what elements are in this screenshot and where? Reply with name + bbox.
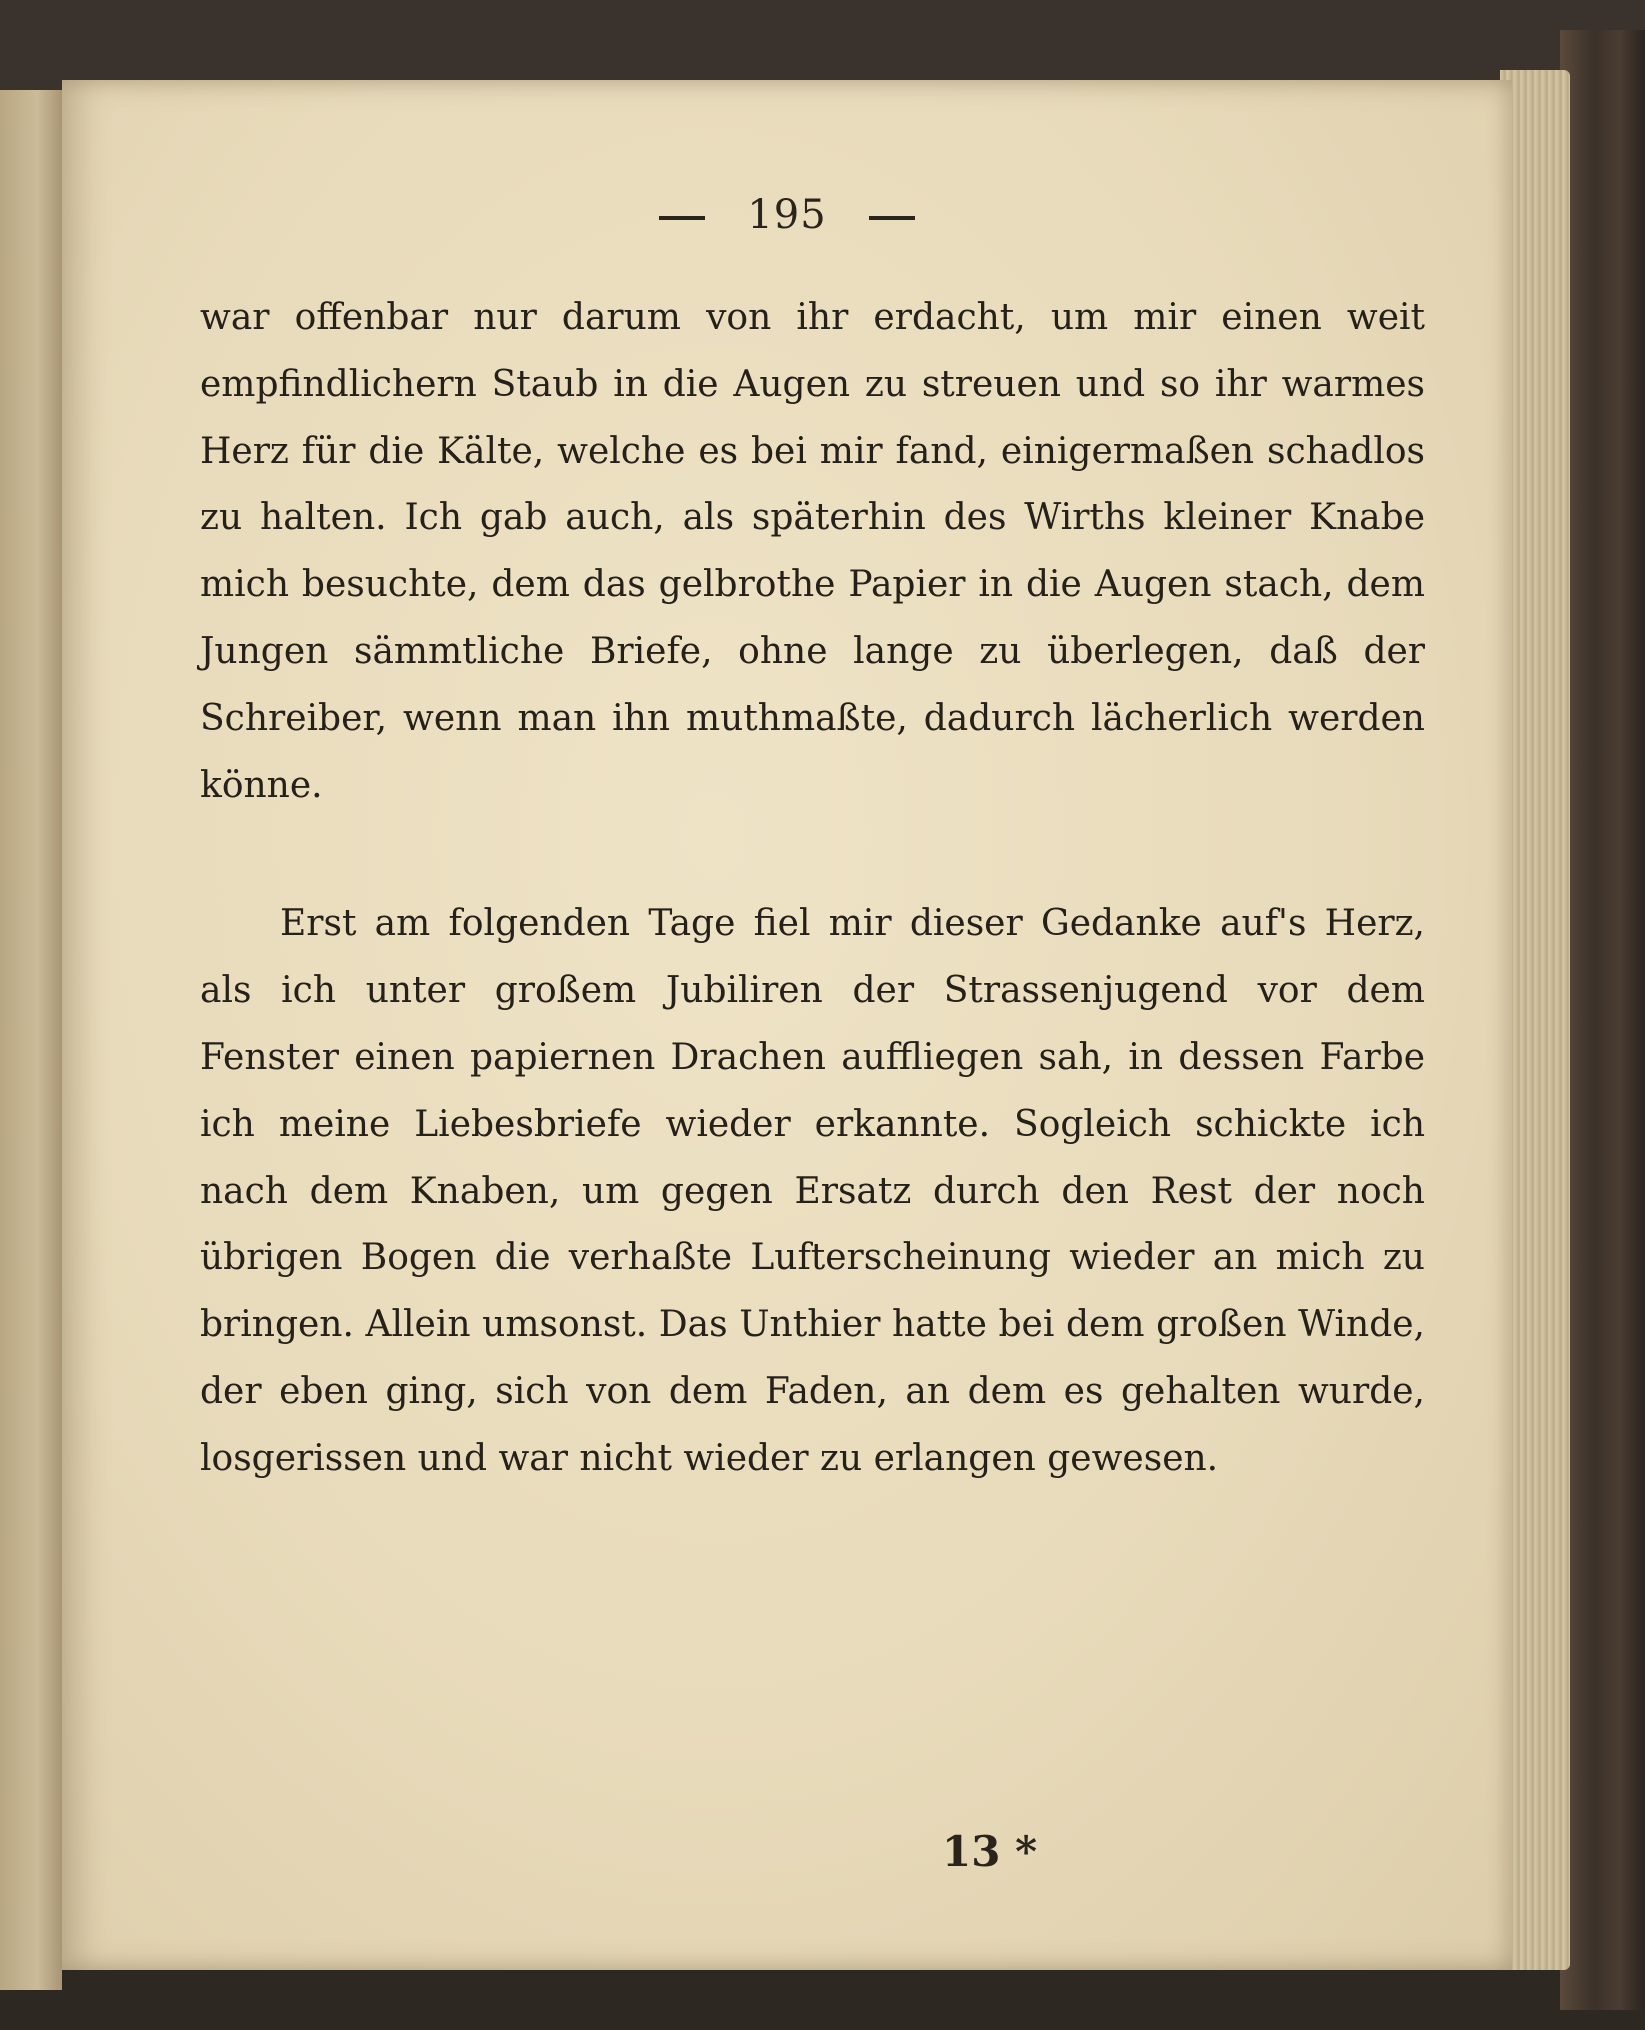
body-text bbox=[200, 285, 1425, 1493]
header-dash-right bbox=[869, 216, 915, 220]
page-number: 195 bbox=[747, 192, 827, 238]
signature-mark: 13 * bbox=[942, 1827, 1038, 1876]
header-dash-left bbox=[659, 216, 705, 220]
facing-page-edge bbox=[0, 90, 62, 1990]
paragraph-2: Erst am folgenden Tage fiel mir dieser Gedanke auf's Herz, als ich unter großem Jubiliren der Strassenjugend vor dem Fenster einen papiernen Drachen auffliegen sah, in dessen Farbe ich meine Liebesbriefe wieder erkannte. Sogleich schickte ich nach dem Knaben, um gegen Ersatz durch den Rest der noch übrigen Bogen die verhaßte Lufterscheinung wieder an mich zu bringen. Allein umsonst. Das Unthier hatte bei dem großen Winde, der eben ging, sich von dem Faden, an dem es gehalten wurde, losgerissen und war nicht wieder zu erlangen gewesen. bbox=[200, 903, 1425, 1479]
book-cover-edge bbox=[1560, 30, 1645, 2010]
page-header bbox=[62, 192, 1512, 238]
paragraph-1: war offenbar nur darum von ihr erdacht, um mir einen weit empfindlichern Staub in die Augen zu streuen und so ihr warmes Herz für die Kälte, welche es bei mir fand, einigermaßen schadlos zu halten. Ich gab auch, als späterhin des Wirths kleiner Knabe mich besuchte, dem das gelbrothe Papier in die Augen stach, dem Jungen sämmtliche Briefe, ohne lange zu überlegen, daß der Schreiber, wenn man ihn muthmaßte, dadurch lächerlich werden könne. bbox=[200, 297, 1425, 806]
book-page bbox=[62, 80, 1512, 1970]
